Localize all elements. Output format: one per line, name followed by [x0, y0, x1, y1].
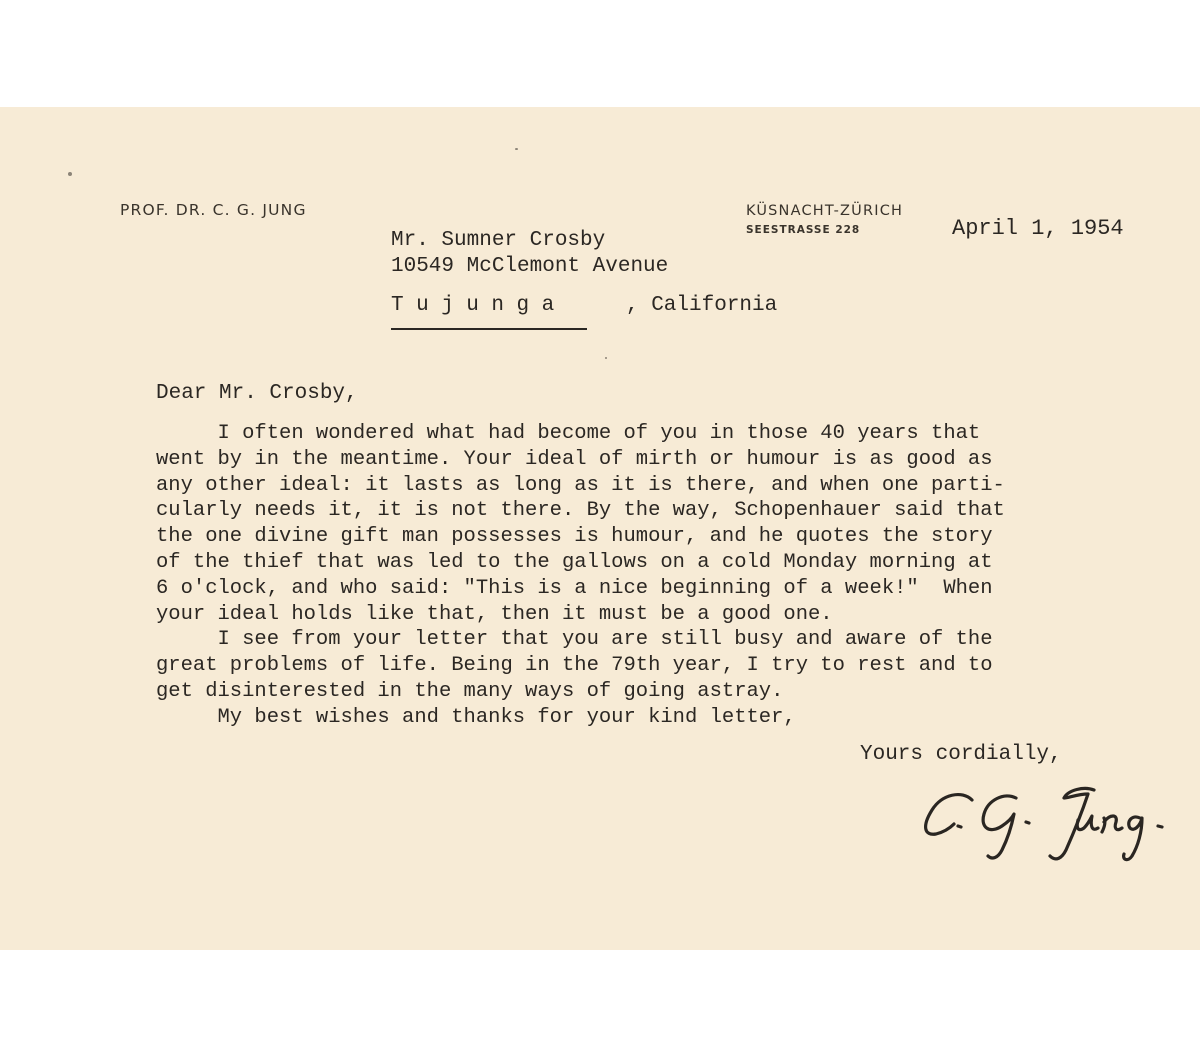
body-line: get disinterested in the many ways of going astray. — [156, 679, 784, 703]
body-line: any other ideal: it lasts as long as it is there, and when one parti- — [156, 473, 1005, 497]
letterhead-street: SEESTRASSE 228 — [746, 224, 861, 236]
recipient-city: Tujunga — [391, 294, 567, 317]
salutation: Dear Mr. Crosby, — [156, 382, 358, 405]
body-line: the one divine gift man possesses is humour, and he quotes the story — [156, 525, 993, 549]
paper-speck — [605, 357, 607, 359]
body-line: your ideal holds like that, then it must be a good one. — [156, 602, 833, 626]
letter-date: April 1, 1954 — [952, 216, 1124, 241]
recipient-name: Mr. Sumner Crosby — [391, 229, 606, 252]
body-line: cularly needs it, it is not there. By the way, Schopenhauer said that — [156, 499, 1005, 523]
recipient-address — [391, 228, 668, 279]
recipient-state: , California — [626, 294, 778, 317]
paper-speck — [515, 148, 518, 150]
body-line: My best wishes and thanks for your kind letter, — [156, 705, 796, 729]
closing: Yours cordially, — [860, 743, 1062, 766]
body-line: 6 o'clock, and who said: "This is a nice beginning of a week!" When — [156, 576, 993, 600]
body-line: I see from your letter that you are still busy and aware of the — [156, 628, 993, 652]
body-line: great problems of life. Being in the 79th year, I try to rest and to — [156, 654, 993, 678]
signature — [918, 776, 1188, 872]
letter-body — [156, 421, 1005, 731]
letterhead-city: KÜSNACHT-ZÜRICH — [746, 203, 904, 219]
body-line: I often wondered what had become of you in those 40 years that — [156, 422, 981, 445]
letterhead-name: PROF. DR. C. G. JUNG — [120, 201, 307, 219]
city-underline — [391, 328, 587, 330]
recipient-street: 10549 McClemont Avenue — [391, 254, 669, 278]
body-line: went by in the meantime. Your ideal of mirth or humour is as good as — [156, 447, 993, 471]
paper-speck — [68, 172, 72, 176]
body-line: of the thief that was led to the gallows on a cold Monday morning at — [156, 550, 993, 574]
